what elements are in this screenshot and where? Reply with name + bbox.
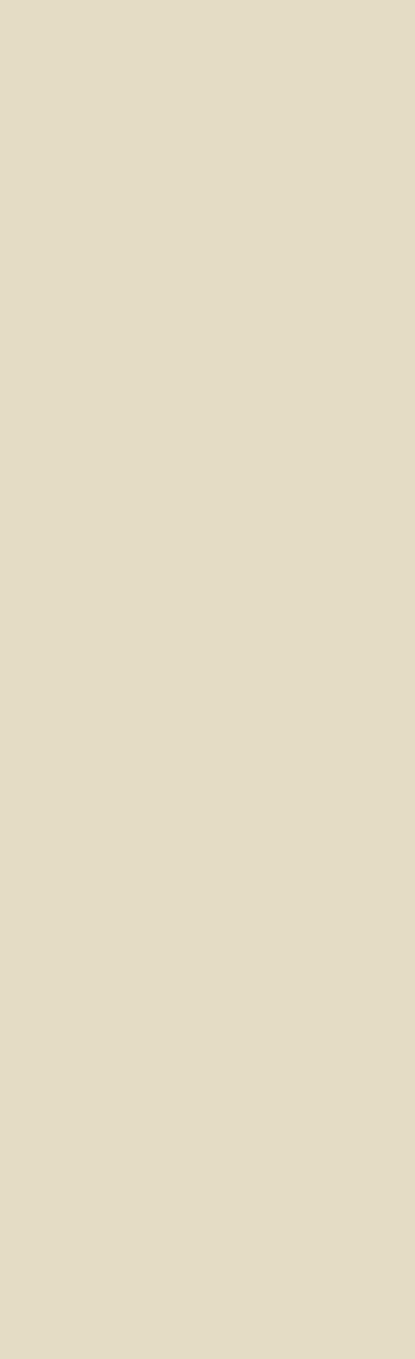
poem-line: [82, 1042, 397, 1059]
poem-line: [82, 1075, 397, 1092]
paragraph: [12, 627, 397, 678]
article-body: [12, 98, 397, 1001]
article-closing: [12, 1308, 397, 1359]
paragraph: [12, 184, 397, 218]
paragraph: [12, 984, 397, 1001]
poem-line: [82, 1142, 397, 1159]
headline-line-1: [12, 6, 397, 44]
poem-line: [82, 1208, 397, 1225]
poem-attribution: [12, 1282, 397, 1300]
paragraph: [12, 320, 397, 388]
paragraph: [12, 763, 397, 780]
poem-line: [82, 1059, 397, 1076]
paragraph: [12, 218, 397, 286]
poem-line: [82, 1225, 397, 1242]
poem-signature: [12, 1264, 397, 1282]
paragraph: [12, 542, 397, 610]
poem: [82, 1009, 397, 1258]
paragraph: [12, 695, 397, 712]
paragraph: [12, 610, 397, 627]
paragraph: [12, 678, 397, 695]
paragraph: [12, 967, 397, 984]
paragraph: [12, 1325, 397, 1359]
poem-line: [82, 1109, 397, 1126]
paragraph: [12, 882, 397, 899]
poem-line: [82, 1009, 397, 1026]
paragraph: [12, 388, 397, 439]
headline-line-2: [12, 44, 397, 82]
poem-line: [82, 1158, 397, 1175]
headline: [12, 6, 397, 92]
paragraph: [12, 712, 397, 763]
paragraph: [12, 439, 397, 525]
poem-line: [82, 1192, 397, 1209]
paragraph: [12, 780, 397, 848]
poem-line: [82, 1175, 397, 1192]
paragraph: [12, 848, 397, 882]
paragraph: [12, 525, 397, 542]
poem-line: [82, 1241, 397, 1258]
poem-line: [82, 1026, 397, 1043]
poem-line: [82, 1125, 397, 1142]
paragraph: [12, 1308, 397, 1325]
paragraph: [12, 286, 397, 320]
poem-line: [82, 1092, 397, 1109]
paragraph: [12, 98, 397, 184]
paragraph: [12, 899, 397, 967]
